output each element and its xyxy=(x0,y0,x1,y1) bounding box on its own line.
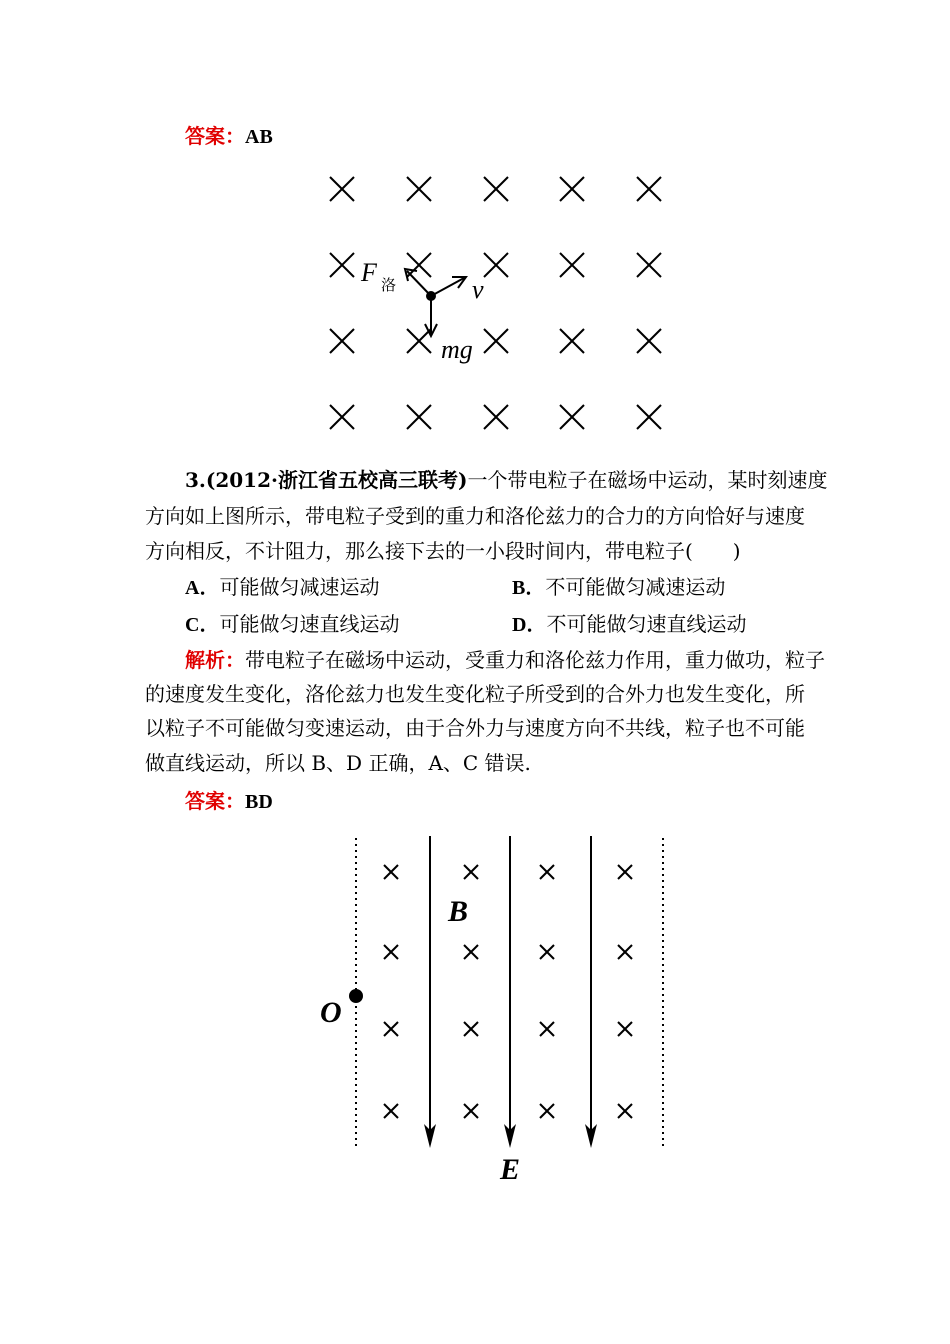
field-cross-mark xyxy=(484,405,508,429)
option-c-letter: C． xyxy=(185,614,220,636)
analysis-text-1: 带电粒子在磁场中运动，受重力和洛伦兹力作用，重力做功，粒子 xyxy=(245,648,825,672)
field-cross-grid xyxy=(330,177,661,429)
option-b-text: 不可能做匀减速运动 xyxy=(545,575,726,599)
field-cross-mark xyxy=(618,1022,632,1036)
b-field-label: B xyxy=(448,895,469,928)
field-cross-mark xyxy=(330,329,354,353)
answer-value-2: BD xyxy=(245,791,273,813)
field-cross-mark xyxy=(384,1022,398,1036)
option-d-text: 不可能做匀速直线运动 xyxy=(546,612,747,636)
field-cross-mark xyxy=(407,329,431,353)
force-subscript: 洛 xyxy=(381,276,397,294)
field-cross-mark xyxy=(464,865,478,879)
field-cross-mark xyxy=(637,405,661,429)
field-cross-mark xyxy=(618,865,632,879)
field-cross-mark xyxy=(540,1022,554,1036)
analysis-text-3: 以粒子不可能做匀变速运动，由于合外力与速度方向不共线，粒子也不可能 xyxy=(145,716,805,740)
option-a-text: 可能做匀减速运动 xyxy=(219,575,380,599)
field-cross-mark xyxy=(560,405,584,429)
question-text-3: 方向相反，不计阻力，那么接下去的一小段时间内，带电粒子( ) xyxy=(145,539,741,563)
option-a-letter: A． xyxy=(185,577,220,599)
origin-point xyxy=(349,989,363,1003)
analysis-text-4: 做直线运动，所以 B、D 正确，A、C 错误. xyxy=(145,751,531,775)
analysis-line-1 xyxy=(185,646,825,674)
e-field-label: E xyxy=(500,1153,521,1186)
field-cross-mark xyxy=(560,253,584,277)
field-cross-mark xyxy=(540,1104,554,1118)
question-text-1: 一个带电粒子在磁场中运动，某时刻速度 xyxy=(467,468,828,492)
question-line-1 xyxy=(145,466,828,494)
field-cross-mark xyxy=(540,945,554,959)
analysis-label: 解析： xyxy=(185,648,245,672)
field-cross-mark xyxy=(464,1022,478,1036)
field-cross-mark xyxy=(384,1104,398,1118)
option-d-letter: D． xyxy=(512,614,547,636)
field-cross-mark xyxy=(464,1104,478,1118)
field-cross-mark xyxy=(637,253,661,277)
field-cross-mark xyxy=(330,405,354,429)
field-cross-mark xyxy=(618,945,632,959)
question-line-2 xyxy=(145,502,810,530)
answer-line-2 xyxy=(185,787,850,816)
field-cross-mark xyxy=(407,405,431,429)
question-line-3 xyxy=(145,537,810,565)
figure-field-diagram xyxy=(320,836,663,1186)
field-cross-mark xyxy=(560,177,584,201)
field-cross-mark xyxy=(484,253,508,277)
analysis-line-2 xyxy=(145,680,810,708)
answer-value: AB xyxy=(245,126,273,148)
option-c-text: 可能做匀速直线运动 xyxy=(219,612,400,636)
field-cross-mark xyxy=(540,865,554,879)
magnetic-field-crosses xyxy=(384,865,632,1118)
field-cross-mark xyxy=(637,177,661,201)
option-b xyxy=(512,573,950,602)
field-cross-mark xyxy=(384,865,398,879)
force-label: F xyxy=(361,258,377,287)
question-number: 3. xyxy=(185,468,206,492)
option-d xyxy=(512,610,950,639)
field-cross-mark xyxy=(484,329,508,353)
gravity-label: mg xyxy=(441,335,473,364)
field-cross-mark xyxy=(330,177,354,201)
answer-label-2: 答案： xyxy=(185,789,245,813)
answer-label: 答案： xyxy=(185,124,245,148)
electric-field-arrows xyxy=(424,836,597,1148)
option-b-letter: B． xyxy=(512,577,546,599)
field-cross-mark xyxy=(330,253,354,277)
analysis-line-4 xyxy=(145,749,810,777)
field-cross-mark xyxy=(618,1104,632,1118)
question-text-2: 方向如上图所示，带电粒子受到的重力和洛伦兹力的合力的方向恰好与速度 xyxy=(145,504,805,528)
field-cross-mark xyxy=(560,329,584,353)
velocity-label: v xyxy=(472,275,484,304)
analysis-line-3 xyxy=(145,714,810,742)
field-cross-mark xyxy=(637,329,661,353)
analysis-text-2: 的速度发生变化，洛伦兹力也发生变化粒子所受到的合外力也发生变化，所 xyxy=(145,682,805,706)
origin-label: O xyxy=(320,996,342,1029)
field-cross-mark xyxy=(484,177,508,201)
field-cross-mark xyxy=(407,177,431,201)
question-source: (2012·浙江省五校高三联考) xyxy=(205,468,468,492)
field-cross-mark xyxy=(464,945,478,959)
field-cross-mark xyxy=(384,945,398,959)
